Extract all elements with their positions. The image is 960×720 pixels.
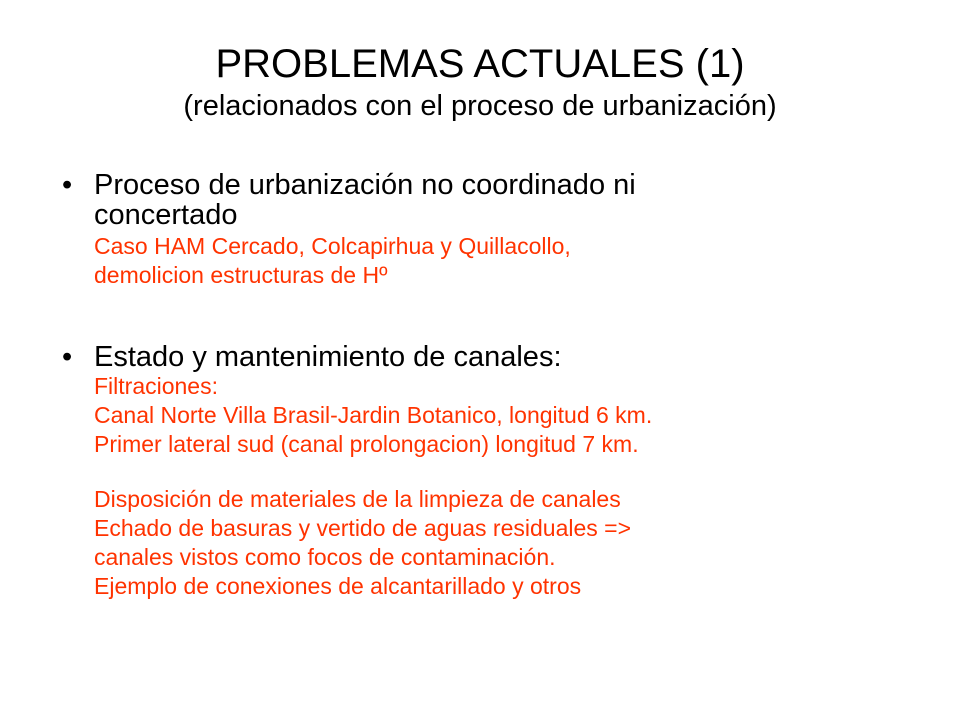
bullet-heading-line: Proceso de urbanización no coordinado ni [94,169,636,201]
detail-line: Disposición de materiales de la limpieza de canales [94,486,621,512]
title-block [0,40,960,124]
detail-line: Canal Norte Villa Brasil-Jardin Botanico, longitud 6 km. [94,402,653,428]
bullet-marker: • [62,169,73,201]
detail-line: demolicion estructuras de Hº [94,262,388,288]
detail-line: Filtraciones: [94,373,218,399]
bullet-heading-line: Estado y mantenimiento de canales: [94,341,562,373]
detail-line: canales vistos como focos de contaminación. [94,544,556,570]
spacer [94,459,922,485]
bullet-heading-line: concertado [94,199,238,231]
bullet-marker: • [62,341,73,373]
bullet-list [62,170,922,601]
bullet-item-canales [62,342,922,601]
detail-line: Echado de basuras y vertido de aguas residuales => [94,515,632,541]
slide-title: PROBLEMAS ACTUALES (1) [215,42,745,86]
bullet-item-urbanizacion [62,170,922,290]
slide-subtitle: (relacionados con el proceso de urbanización) [183,90,777,122]
detail-line: Primer lateral sud (canal prolongacion) longitud 7 km. [94,431,639,457]
detail-line: Caso HAM Cercado, Colcapirhua y Quillacollo, [94,233,571,259]
detail-line: Ejemplo de conexiones de alcantarillado y otros [94,573,582,599]
